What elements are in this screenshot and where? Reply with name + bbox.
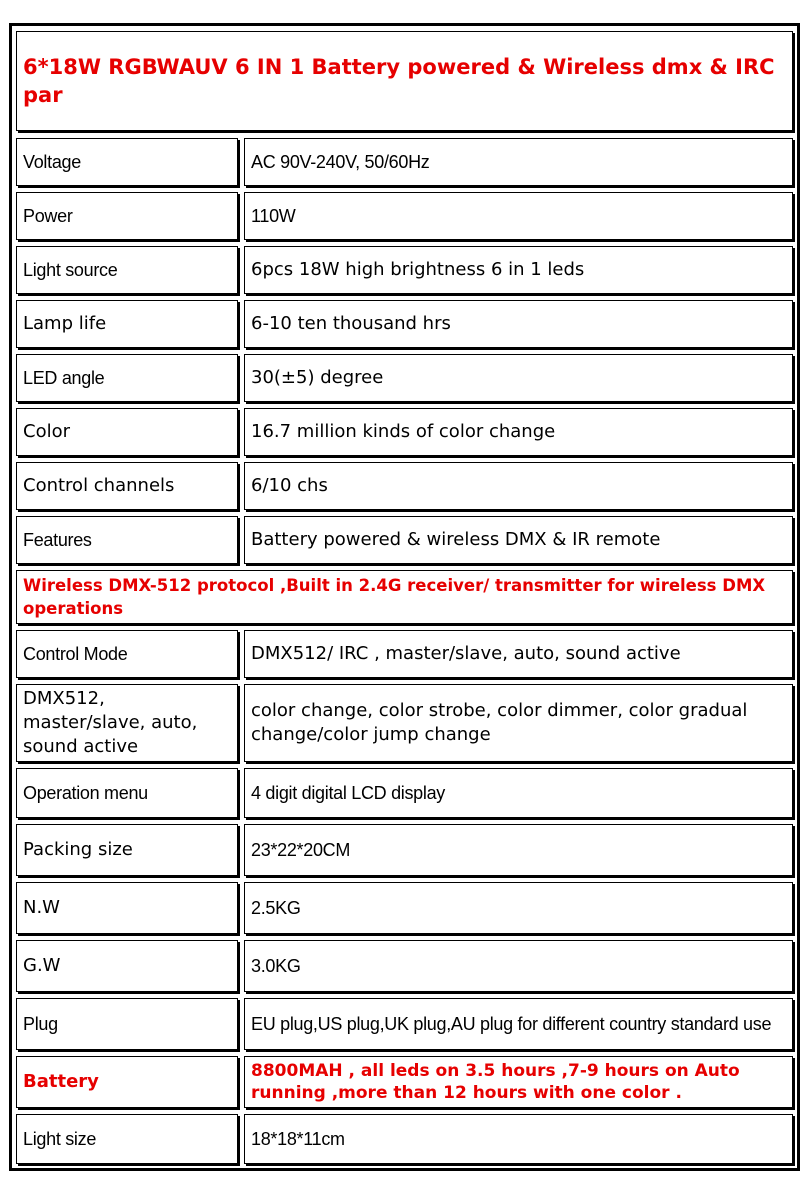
spec-label: Light source: [16, 246, 238, 294]
spec-label: Lamp life: [16, 300, 238, 348]
spec-label: LED angle: [16, 354, 238, 402]
spec-row-light-source: [16, 246, 793, 294]
spec-label: Packing size: [16, 824, 238, 876]
spec-row-plug: [16, 998, 793, 1050]
spec-value: 16.7 million kinds of color change: [244, 408, 793, 456]
spec-row-control-channels: [16, 462, 793, 510]
spec-label: Light size: [16, 1114, 238, 1164]
spec-row-packing-size: [16, 824, 793, 876]
spec-row-voltage: [16, 138, 793, 186]
spec-value: 8800MAH , all leds on 3.5 hours ,7-9 hours on Auto running ,more than 12 hours with one color .: [244, 1056, 793, 1108]
spec-label: DMX512, master/slave, auto, sound active: [16, 684, 238, 762]
wireless-banner: Wireless DMX-512 protocol ,Built in 2.4G receiver/ transmitter for wireless DMX operations: [23, 575, 766, 618]
spec-row-net-weight: [16, 882, 793, 934]
spec-value: DMX512/ IRC , master/slave, auto, sound active: [244, 630, 793, 678]
title-cell: [16, 31, 793, 131]
spec-label: Control channels: [16, 462, 238, 510]
spec-value: color change, color strobe, color dimmer, color gradual change/color jump change: [244, 684, 793, 762]
spec-value: 110W: [244, 192, 793, 240]
banner-cell: [16, 570, 793, 624]
spec-value: 6-10 ten thousand hrs: [244, 300, 793, 348]
spec-label: N.W: [16, 882, 238, 934]
spec-label: Battery: [16, 1056, 238, 1108]
spec-value: 30(±5) degree: [244, 354, 793, 402]
spec-row-modes: [16, 684, 793, 762]
spec-label: G.W: [16, 940, 238, 992]
spec-value: AC 90V-240V, 50/60Hz: [244, 138, 793, 186]
product-title: 6*18W RGBWAUV 6 IN 1 Battery powered & Wireless dmx & IRC par: [23, 54, 775, 107]
banner-row: [16, 570, 793, 624]
title-row: [16, 31, 793, 131]
spec-label: Operation menu: [16, 768, 238, 818]
spec-row-battery: [16, 1056, 793, 1108]
spec-label: Voltage: [16, 138, 238, 186]
spec-value: 4 digit digital LCD display: [244, 768, 793, 818]
spec-value: 3.0KG: [244, 940, 793, 992]
spec-row-led-angle: [16, 354, 793, 402]
spec-row-control-mode: [16, 630, 793, 678]
spec-value: EU plug,US plug,UK plug,AU plug for different country standard use: [244, 998, 793, 1050]
spec-row-color: [16, 408, 793, 456]
spec-label: Power: [16, 192, 238, 240]
spec-table: [9, 23, 800, 1171]
spec-label: Plug: [16, 998, 238, 1050]
spec-row-gross-weight: [16, 940, 793, 992]
spec-value: Battery powered & wireless DMX & IR remote: [244, 516, 793, 564]
spec-value: 23*22*20CM: [244, 824, 793, 876]
spec-row-light-size: [16, 1114, 793, 1164]
spec-row-lamp-life: [16, 300, 793, 348]
spec-value: 2.5KG: [244, 882, 793, 934]
spec-label: Color: [16, 408, 238, 456]
spec-value: 6pcs 18W high brightness 6 in 1 leds: [244, 246, 793, 294]
spec-value: 6/10 chs: [244, 462, 793, 510]
spec-value: 18*18*11cm: [244, 1114, 793, 1164]
spec-label: Control Mode: [16, 630, 238, 678]
spec-label: Features: [16, 516, 238, 564]
spec-row-power: [16, 192, 793, 240]
spec-row-operation-menu: [16, 768, 793, 818]
spec-row-features: [16, 516, 793, 564]
